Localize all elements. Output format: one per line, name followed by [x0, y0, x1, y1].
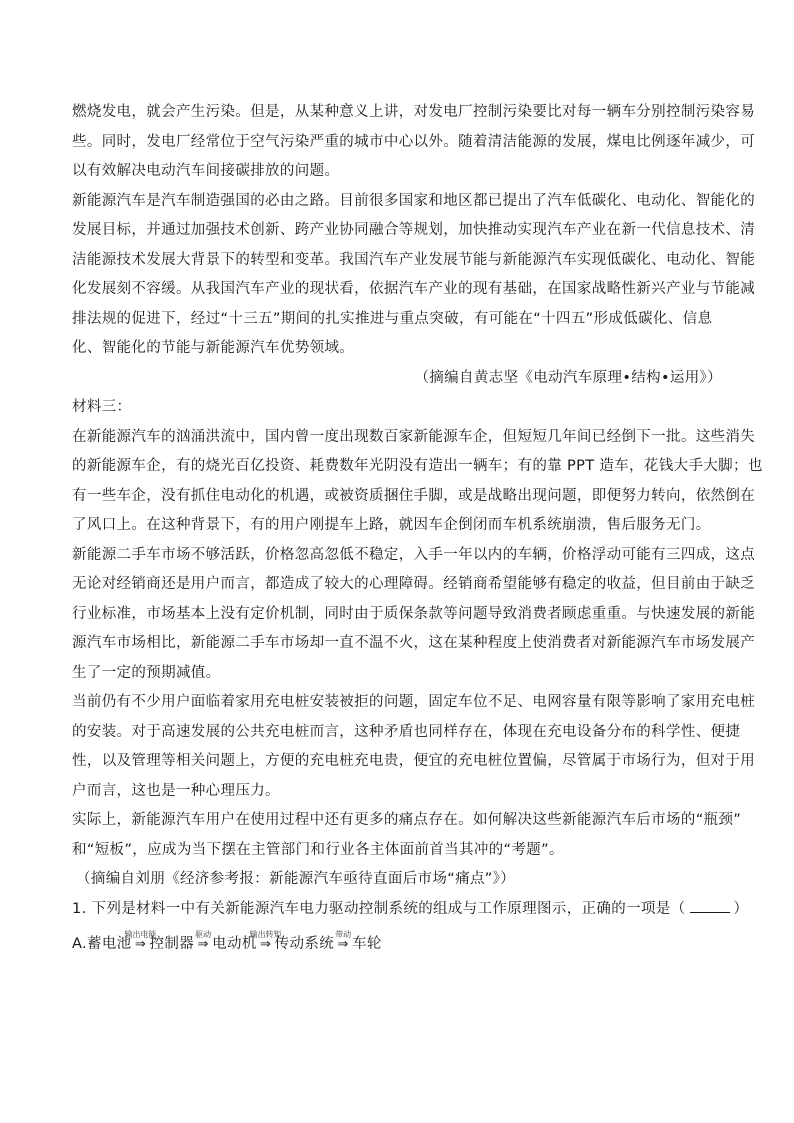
paragraph-6 [72, 806, 742, 865]
diagram-node: 电动机 [212, 936, 257, 952]
text-line: 源汽车市场相比，新能源二手车市场却一直不温不火，这在某种程度上使消费者对新能源汽车市场发展产 [72, 635, 756, 651]
text-line: 户而言，这也是一种心理压力。 [72, 782, 280, 799]
text-line: 性，以及管理等相关问题上，方便的充电桩充电贵，便宜的充电桩位置偏，尽管属于市场行为，但对于用 [72, 753, 756, 769]
source-citation-3: （摘编自刘朋《经济参考报：新能源汽车亟待直面后市场“痛点”》） [76, 871, 516, 887]
paragraph-5 [72, 688, 756, 806]
diagram-node: 车轮 [352, 936, 382, 952]
text-line: 洁能源技术发展大背景下的转型和变革。我国汽车产业发展节能与新能源汽车实现低碳化、电动化、智能 [72, 251, 756, 268]
text-line: 了风口上。在这种背景下，有的用户刚提车上路，就因车企倒闭而车机系统崩溃，售后服务无门。 [72, 517, 711, 533]
option-a[interactable] [72, 930, 722, 960]
arrow-label: 输出电能 [124, 930, 157, 939]
option-letter: A. [72, 936, 87, 952]
text-line: 排法规的促进下，经过“十三五”期间的扎实推进与重点突破，有可能在“十四五”形成低碳化、信息 [72, 310, 713, 327]
paragraph-4 [72, 541, 756, 689]
question-stem-text: 1. 下列是材料一中有关新能源汽车电力驱动控制系统的组成与工作原理图示，正确的一项是（ [72, 900, 686, 917]
text-line: 新能源二手车市场不够活跃，价格忽高忽低不稳定，入手一年以内的车辆，价格浮动可能有三四成，这点 [72, 546, 756, 563]
arrow-label: 输出转矩 [249, 930, 282, 939]
text-line: 燃烧发电，就会产生污染。但是，从某种意义上讲，对发电厂控制污染要比对每一辆车分别控制污染容易 [72, 104, 756, 120]
answer-blank[interactable] [690, 898, 730, 913]
text-line: 有一些车企，没有抓住电动化的机遇，或被资质捆住手脚，或是战略出现问题，即便努力转向，依然倒在 [72, 487, 756, 504]
text-line: 实际上，新能源汽车用户在使用过程中还有更多的痛点存在。如何解决这些新能源汽车后市场的“瓶颈” [72, 812, 742, 828]
text-line: 生了一定的预期减值。 [72, 664, 221, 681]
right-arrow-icon: 输出转矩 ⇒ [258, 930, 274, 960]
text-line: 无论对经销商还是用户而言，都造成了较大的心理障碍。经销商希望能够有稳定的收益，但目前由于缺乏 [72, 576, 756, 592]
material-3-heading: 材料三： [72, 399, 132, 415]
paragraph-3 [72, 423, 763, 541]
paragraph-1 [72, 98, 756, 187]
text-line: 新能源汽车是汽车制造强国的必由之路。目前很多国家和地区都已提出了汽车低碳化、电动化、智能化的 [72, 192, 756, 209]
source-citation-2: （摘编自黄志坚《电动汽车原理•结构•运用》） [414, 369, 722, 386]
document-page [72, 98, 763, 960]
diagram-node: 传动系统 [274, 936, 335, 952]
text-line: 以有效解决电动汽车间接碳排放的问题。 [72, 163, 340, 179]
text-line: 化发展刻不容缓。从我国汽车产业的现状看，依据汽车产业的现有基础，在国家战略性新兴产业与节能减 [72, 281, 756, 297]
text-line: 在新能源汽车的汹涌洪流中，国内曾一度出现数百家新能源车企，但短短几年间已经倒下一批。这些消失 [72, 428, 756, 445]
diagram-node: 控制器 [149, 936, 195, 952]
text-line: 和“短板”，应成为当下摆在主管部门和行业各主体面前首当其冲的“考题”。 [72, 841, 564, 858]
paragraph-2 [72, 187, 756, 364]
diagram-node: 蓄电池 [86, 936, 132, 952]
arrow-label: 带动 [335, 930, 352, 939]
text-line: 些。同时，发电厂经常位于空气污染严重的城市中心以外。随着清洁能源的发展，煤电比例逐年减少，可 [72, 133, 756, 150]
question-stem-close: ） [733, 900, 749, 917]
right-arrow-icon: 输出电能 ⇒ [133, 930, 149, 960]
text-line: 行业标准，市场基本上没有定价机制，同时由于质保条款等问题导致消费者顾虑重重。与快速发展的新能 [72, 605, 756, 622]
text-line: 的安装。对于高速发展的公共充电桩而言，这种矛盾也同样存在，体现在充电设备分布的科学性、便捷 [72, 723, 741, 740]
text-line: 的新能源车企，有的烧光百亿投资、耗费数年光阴没有造出一辆车；有的靠 PPT 造车，花钱大手大脚；也 [72, 458, 763, 474]
text-line: 发展目标，并通过加强技术创新、跨产业协同融合等规划，加快推动实现汽车产业在新一代信息技术、清 [72, 222, 756, 238]
arrow-label: 驱动 [195, 930, 212, 939]
text-line: 化、智能化的节能与新能源汽车优势领域。 [72, 340, 355, 356]
question-1-stem [72, 895, 749, 925]
text-line: 当前仍有不少用户面临着家用充电桩安装被拒的问题，固定车位不足、电网容量有限等影响了家用充电桩 [72, 694, 756, 710]
right-arrow-icon: 带动 ⇒ [335, 930, 351, 960]
right-arrow-icon: 驱动 ⇒ [195, 930, 211, 960]
